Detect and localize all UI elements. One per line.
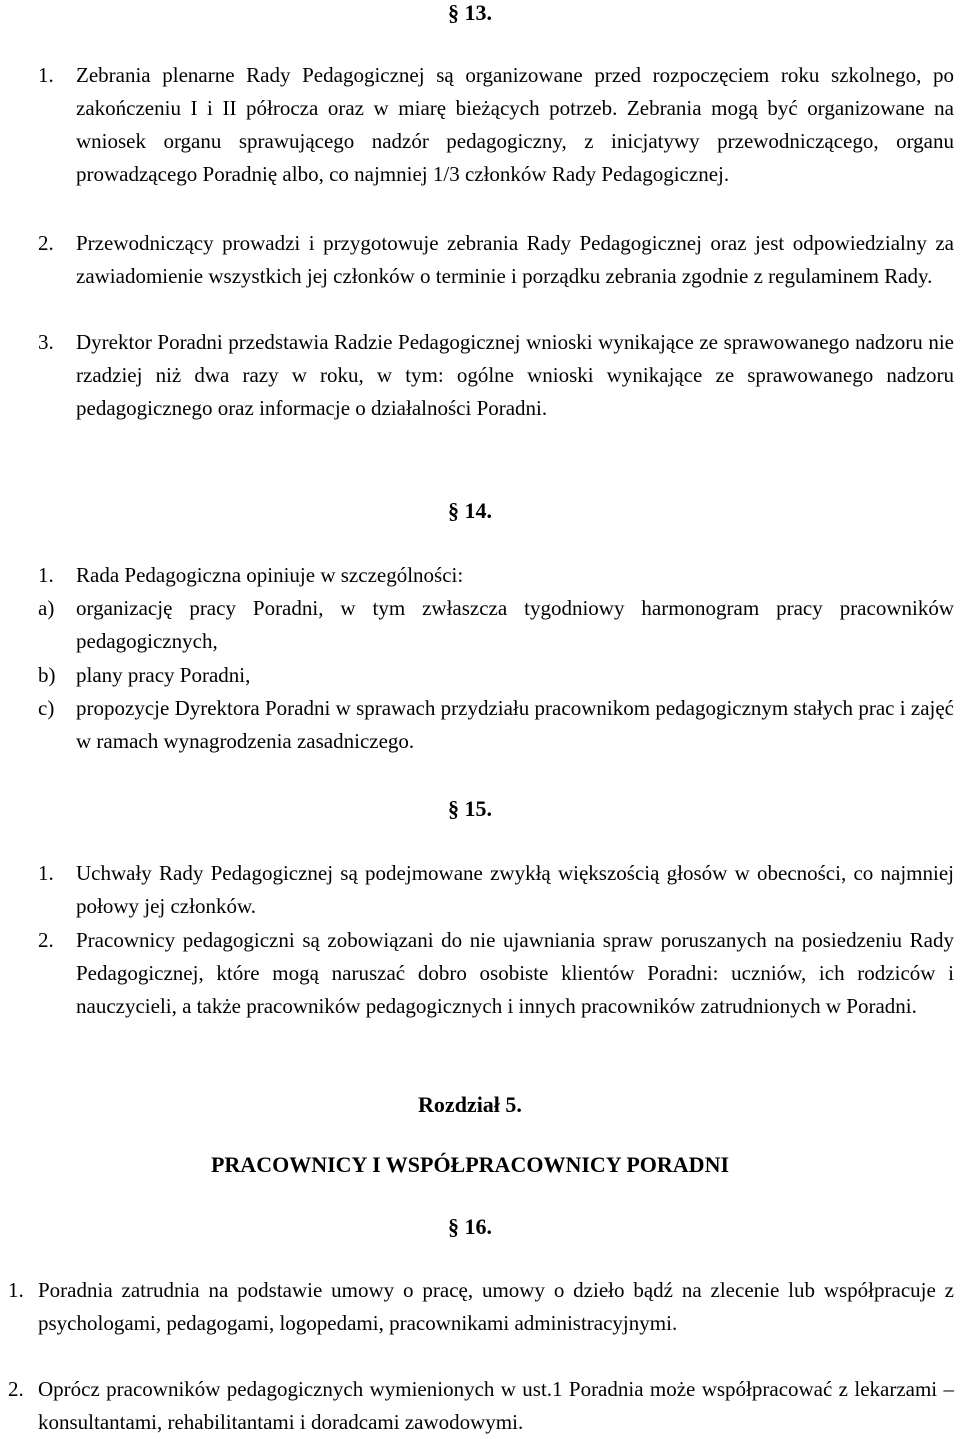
- paragraph-14-1: [38, 559, 954, 592]
- item-text: Pracownicy pedagogiczni są zobowiązani do nie ujawniania spraw poruszanych na posiedzeniu Rady Pedagogicznej, które mogą naruszać dobro osobiste klientów Poradni: uczniów, ich rodziców i nauczycieli, a także pracowników pedagogicznych i innych pracowników zatrudnionych w Poradni.: [76, 928, 954, 1018]
- paragraph-16-2: [8, 1373, 954, 1439]
- item-text: plany pracy Poradni,: [76, 663, 251, 687]
- item-text: Przewodniczący prowadzi i przygotowuje zebrania Rady Pedagogicznej oraz jest odpowiedzialny za zawiadomienie wszystkich jej członków o terminie i porządku zebrania zgodnie z regulaminem Rady.: [76, 231, 954, 288]
- section-heading-14: § 14.: [448, 498, 492, 523]
- item-text: organizację pracy Poradni, w tym zwłaszcza tygodniowy harmonogram pracy pracowników pedagogicznych,: [76, 596, 954, 653]
- item-number: 2.: [38, 231, 54, 255]
- item-text: Uchwały Rady Pedagogicznej są podejmowane zwykłą większością głosów w obecności, co najmniej połowy jej członków.: [76, 861, 954, 918]
- item-number: 1.: [38, 861, 54, 885]
- paragraph-15-2: [38, 924, 954, 1023]
- paragraph-16-1: [8, 1274, 954, 1340]
- item-number: 2.: [38, 928, 54, 952]
- item-letter: c): [38, 696, 55, 720]
- item-number: 3.: [38, 330, 54, 354]
- item-letter: a): [38, 596, 55, 620]
- item-text: propozycje Dyrektora Poradni w sprawach przydziału pracownikom pedagogicznym stałych prac i zajęć w ramach wynagrodzenia zasadniczego.: [76, 696, 954, 753]
- item-text: Rada Pedagogiczna opiniuje w szczególności:: [76, 563, 464, 587]
- item-number: 2.: [8, 1377, 24, 1401]
- item-number: 1.: [8, 1278, 24, 1302]
- paragraph-15-1: [38, 857, 954, 923]
- list-item-14-b: [38, 659, 954, 692]
- section-heading-16: § 16.: [448, 1214, 492, 1239]
- item-number: 1.: [38, 63, 54, 87]
- paragraph-13-1: [38, 59, 954, 191]
- paragraph-13-3: [38, 326, 954, 425]
- list-item-14-c: [38, 692, 954, 758]
- section-heading-13: § 13.: [448, 0, 492, 25]
- section-heading-15: § 15.: [448, 796, 492, 821]
- chapter-title: PRACOWNICY I WSPÓŁPRACOWNICY PORADNI: [210, 1152, 730, 1177]
- item-text: Zebrania plenarne Rady Pedagogicznej są organizowane przed rozpoczęciem roku szkolnego, po zakończeniu I i II półrocza oraz w miarę bieżących potrzeb. Zebrania mogą być organizowane na wniosek organu sprawującego nadzór pedagogiczny, z inicjatywy przewodniczącego, organu prowadzącego Poradnię albo, co najmniej 1/3 członków Rady Pedagogicznej.: [76, 63, 954, 186]
- list-item-14-a: [38, 592, 954, 658]
- item-text: Poradnia zatrudnia na podstawie umowy o pracę, umowy o dzieło bądź na zlecenie lub współpracuje z psychologami, pedagogami, logopedami, pracownikami administracyjnymi.: [38, 1278, 954, 1335]
- item-text: Dyrektor Poradni przedstawia Radzie Pedagogicznej wnioski wynikające ze sprawowanego nadzoru nie rzadziej niż dwa razy w roku, w tym: ogólne wnioski wynikające ze sprawowanego nadzoru pedagogicznego oraz informacje o działalności Poradni.: [76, 330, 954, 420]
- item-text: Oprócz pracowników pedagogicznych wymienionych w ust.1 Poradnia może współpracować z lekarzami – konsultantami, rehabilitantami i doradcami zawodowymi.: [38, 1377, 954, 1434]
- chapter-label: Rozdział 5.: [418, 1092, 522, 1117]
- item-number: 1.: [38, 563, 54, 587]
- item-letter: b): [38, 663, 56, 687]
- paragraph-13-2: [38, 227, 954, 293]
